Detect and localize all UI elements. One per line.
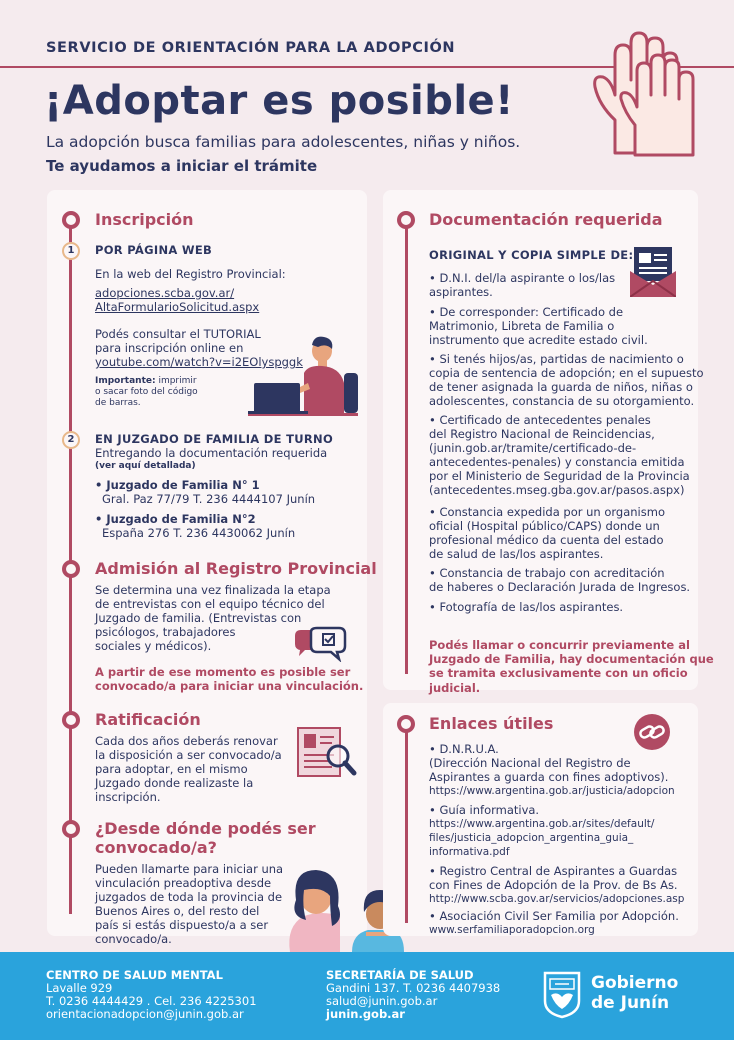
step-number-1: 1 — [62, 242, 80, 260]
doc-item-7: • Fotografía de las/los aspirantes. — [429, 600, 624, 614]
section-title-desde-1: ¿Desde dónde podés ser — [95, 819, 316, 838]
desde-text-2: vinculación preadoptiva desde — [95, 876, 272, 890]
desde-text-4: Buenos Aires o, del resto del — [95, 904, 260, 918]
link-guide-url-2[interactable]: files/justicia_adopcion_argentina_guia_ — [429, 832, 634, 844]
timeline-line — [405, 214, 408, 674]
doc-item-5b: oficial (Hospital público/CAPS) donde un — [429, 519, 660, 533]
link-scba-url[interactable]: http://www.scba.gov.ar/servicios/adopciones.asp — [429, 893, 685, 905]
link-serfamilia-url[interactable]: www.serfamiliaporadopcion.org — [429, 924, 595, 936]
ratificacion-text-2: la disposición a ser convocado/a — [95, 748, 282, 762]
logo-line-1: Gobierno — [591, 973, 679, 993]
doc-note-1: Podés llamar o concurrir previamente al — [429, 638, 690, 652]
doc-item-5a: • Constancia expedida por un organismo — [429, 505, 665, 519]
chat-bubbles-icon — [293, 626, 347, 662]
footer-center-phone: T. 0236 4444429 . Cel. 236 4225301 — [46, 994, 257, 1008]
link-chain-icon — [634, 714, 670, 750]
page-title: ¡Adoptar es posible! — [44, 78, 514, 124]
link-item-3a: • Registro Central de Aspirantes a Guardas — [429, 864, 678, 878]
step2-title: EN JUZGADO DE FAMILIA DE TURNO — [95, 432, 334, 446]
doc-item-2b: Matrimonio, Libreta de Familia o — [429, 319, 615, 333]
doc-item-1a: • D.N.I. del/la aspirante o los/las — [429, 271, 616, 285]
doc-subtitle: ORIGINAL Y COPIA SIMPLE DE: — [429, 248, 634, 262]
tutorial-text-1: Podés consultar el TUTORIAL — [95, 327, 261, 341]
doc-note-3: se tramita exclusivamente con un oficio judicial. — [429, 666, 688, 695]
important-text-3: de barras. — [95, 398, 141, 408]
footer-center-address: Lavalle 929 — [46, 981, 113, 995]
timeline-dot — [397, 211, 415, 229]
doc-item-6b: de haberes o Declaración Jurada de Ingresos. — [429, 580, 691, 594]
youtube-link[interactable]: youtube.com/watch?v=i2EOlyspggk — [95, 355, 303, 369]
footer-center-name: CENTRO DE SALUD MENTAL — [46, 968, 223, 982]
doc-item-3b: copia de sentencia de adopción; en el supuesto — [429, 366, 704, 380]
envelope-document-icon — [630, 245, 676, 297]
doc-item-6a: • Constancia de trabajo con acreditación — [429, 566, 665, 580]
court2-name: • Juzgado de Familia N°2 — [95, 512, 256, 526]
doc-item-3a: • Si tenés hijos/as, partidas de nacimiento o — [429, 352, 684, 366]
footer-secretaria-email[interactable]: salud@junin.gob.ar — [326, 994, 438, 1008]
section-title-inscripcion: Inscripción — [95, 210, 194, 229]
doc-item-1b: aspirantes. — [429, 285, 493, 299]
doc-item-3c: de tener asignada la guarda de niños, niñas o — [429, 380, 693, 394]
hands-illustration — [585, 25, 705, 160]
section-title-enlaces: Enlaces útiles — [429, 714, 554, 733]
admision-highlight-1: A partir de ese momento es posible ser — [95, 665, 351, 679]
admision-text-3: Juzgado de familia. (Entrevistas con — [95, 611, 302, 625]
doc-item-4b: del Registro Nacional de Reincidencias, — [429, 427, 655, 441]
link-item-4a: • Asociación Civil Ser Familia por Adopción. — [429, 909, 679, 923]
timeline-dot — [62, 711, 80, 729]
doc-note-2: Juzgado de Familia, hay documentación que — [429, 652, 714, 666]
doc-item-5d: de salud de las/los aspirantes. — [429, 547, 604, 561]
ratificacion-text-3: para adoptar, en el mismo — [95, 762, 248, 776]
link-item-2a: • Guía informativa. — [429, 803, 540, 817]
footer-secretaria-address: Gandini 137. T. 0236 4407938 — [326, 981, 501, 995]
person-laptop-illustration — [248, 333, 360, 419]
desde-text-5: país si estás dispuesto/a a ser — [95, 918, 269, 932]
important-text-1: imprimir — [155, 376, 197, 386]
timeline-dot — [397, 715, 415, 733]
registry-link-2[interactable]: AltaFormularioSolicitud.aspx — [95, 300, 260, 314]
doc-item-2c: instrumento que acredite estado civil. — [429, 333, 648, 347]
gobierno-junin-logo-icon — [543, 971, 581, 1019]
footer-secretaria-name: SECRETARÍA DE SALUD — [326, 968, 474, 982]
court2-address: España 276 T. 236 4430062 Junín — [102, 526, 296, 540]
link-guide-url-1[interactable]: https://www.argentina.gob.ar/sites/default/ — [429, 818, 655, 830]
important-text-2: o sacar foto del código — [95, 387, 198, 397]
desde-text-3: juzgados de toda la provincia de — [95, 890, 283, 904]
link-item-3b: con Fines de Adopción de la Prov. de Bs As. — [429, 878, 678, 892]
doc-item-4f[interactable]: (antecedentes.mseg.gba.gov.ar/pasos.aspx) — [429, 483, 685, 497]
page-subtitle-bold: Te ayudamos a iniciar el trámite — [46, 157, 318, 175]
doc-item-4d: antecedentes-penales) y constancia emitida — [429, 455, 685, 469]
step2-note: (ver aquí detallada) — [95, 461, 196, 471]
doc-item-4e: por el Ministerio de Seguridad de la Provincia — [429, 469, 690, 483]
timeline-dot — [62, 211, 80, 229]
registry-link-1[interactable]: adopciones.scba.gov.ar/ — [95, 286, 235, 300]
step1-title: POR PÁGINA WEB — [95, 243, 213, 257]
timeline-dot — [62, 560, 80, 578]
step-number-2: 2 — [62, 431, 80, 449]
link-guide-url-3[interactable]: informativa.pdf — [429, 846, 510, 858]
logo-line-2: de Junín — [591, 993, 670, 1013]
doc-item-5c: profesional médico da cuenta del estado — [429, 533, 664, 547]
ratificacion-text-5: inscripción. — [95, 790, 161, 804]
important-label: Importante: — [95, 376, 156, 386]
desde-text-6: convocado/a. — [95, 932, 172, 946]
link-item-1c: Aspirantes a guarda con fines adoptivos). — [429, 770, 669, 784]
important-note — [95, 376, 197, 387]
page-subtitle: La adopción busca familias para adolescentes, niñas y niños. — [46, 133, 521, 151]
court1-name: • Juzgado de Familia N° 1 — [95, 478, 260, 492]
ratificacion-text-4: Juzgado donde realizaste la — [95, 776, 254, 790]
court1-address: Gral. Paz 77/79 T. 236 4444107 Junín — [102, 492, 316, 506]
footer-center-email[interactable]: orientacionadopcion@junin.gob.ar — [46, 1007, 244, 1021]
doc-item-4c[interactable]: (junin.gob.ar/tramite/certificado-de- — [429, 441, 637, 455]
admision-text-5: sociales y médicos). — [95, 639, 212, 653]
doc-item-3d: adolescentes, constancia de su otorgamiento. — [429, 394, 695, 408]
admision-highlight-2: convocado/a para iniciar una vinculación. — [95, 679, 364, 693]
service-title: SERVICIO DE ORIENTACIÓN PARA LA ADOPCIÓN — [46, 40, 456, 56]
doc-item-2a: • De corresponder: Certificado de — [429, 305, 624, 319]
admision-text-4: psicólogos, trabajadores — [95, 625, 236, 639]
section-title-desde-2: convocado/a? — [95, 838, 217, 857]
timeline-dot — [62, 820, 80, 838]
tutorial-text-2: para inscripción online en — [95, 341, 244, 355]
admision-text-1: Se determina una vez finalizada la etapa — [95, 583, 331, 597]
admision-text-2: de entrevistas con el equipo técnico del — [95, 597, 325, 611]
step2-subtitle: Entregando la documentación requerida — [95, 446, 328, 460]
doc-item-4a: • Certificado de antecedentes penales — [429, 413, 651, 427]
link-item-1b: (Dirección Nacional del Registro de — [429, 756, 631, 770]
section-title-admision: Admisión al Registro Provincial — [95, 559, 377, 578]
link-dnrua-url[interactable]: https://www.argentina.gob.ar/justicia/adopcion — [429, 785, 675, 797]
link-item-1a: • D.N.R.U.A. — [429, 742, 499, 756]
timeline-line — [405, 723, 408, 923]
section-title-ratificacion: Ratificación — [95, 710, 201, 729]
footer-website[interactable]: junin.gob.ar — [326, 1007, 405, 1021]
desde-text-1: Pueden llamarte para iniciar una — [95, 862, 284, 876]
document-search-icon — [296, 726, 358, 778]
web-intro: En la web del Registro Provincial: — [95, 267, 286, 281]
section-title-documentacion: Documentación requerida — [429, 210, 663, 229]
ratificacion-text-1: Cada dos años deberás renovar — [95, 734, 278, 748]
gobierno-junin-logo-text — [591, 973, 678, 1013]
